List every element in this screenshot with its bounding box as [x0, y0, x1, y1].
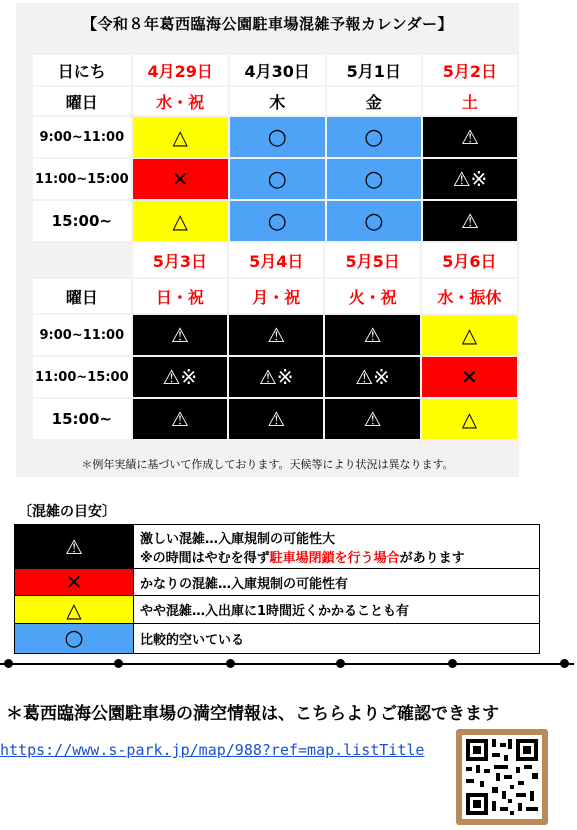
legend-line	[140, 547, 539, 566]
closure-highlight: 駐車場閉鎖を行う場合	[269, 550, 400, 566]
warning-closure-icon: ⚠※	[258, 365, 294, 389]
triangle-icon: △	[172, 209, 188, 233]
cross-icon: ✕	[171, 167, 189, 191]
warning-icon: ⚠	[170, 407, 189, 431]
circle-icon: ○	[267, 166, 287, 192]
status-cell	[325, 399, 419, 439]
date-cell: 4月30日	[230, 55, 325, 85]
status-cell	[423, 201, 517, 241]
time-slot-label: 15:00~	[33, 399, 131, 439]
cross-icon: ✕	[461, 365, 478, 389]
status-cell	[229, 399, 323, 439]
warning-icon: ⚠	[267, 407, 286, 431]
date-cell: 5月2日	[423, 55, 517, 85]
warning-closure-icon: ⚠※	[452, 167, 488, 191]
weekday-cell: 木	[230, 87, 325, 115]
status-cell	[133, 117, 228, 157]
warning-icon: ⚠	[65, 534, 83, 559]
time-slot-label: 9:00~11:00	[33, 117, 131, 157]
status-cell	[325, 315, 419, 355]
weekday-header-label: 曜日	[33, 279, 131, 313]
weekday-cell: 火・祝	[325, 279, 419, 313]
date-cell: 5月4日	[229, 243, 323, 277]
status-cell	[229, 315, 323, 355]
divider-dot	[560, 659, 569, 668]
legend-swatch-black	[15, 525, 134, 569]
legend-text-part: があります	[399, 550, 465, 566]
weekday-header-label: 曜日	[33, 87, 131, 115]
status-cell	[133, 315, 227, 355]
status-cell	[230, 159, 325, 199]
legend-text: かなりの混雑…入庫規制の可能性有	[134, 569, 540, 596]
legend-title: 〔混雑の目安〕	[18, 504, 116, 520]
circle-icon: ○	[267, 124, 287, 150]
date-cell: 4月29日	[133, 55, 228, 85]
circle-icon: ○	[267, 208, 287, 234]
triangle-icon: △	[66, 597, 82, 622]
legend-line: 激しい混雑…入庫規制の可能性大	[140, 531, 336, 547]
legend-table	[14, 524, 540, 654]
calendar-grid-week2	[31, 241, 519, 441]
triangle-icon: △	[461, 407, 478, 431]
qr-pattern	[462, 735, 542, 819]
date-cell: 5月5日	[325, 243, 419, 277]
warning-closure-icon: ⚠※	[355, 365, 390, 389]
status-cell	[230, 201, 325, 241]
warning-icon: ⚠	[170, 323, 189, 347]
triangle-icon: △	[172, 125, 188, 149]
weekday-cell: 日・祝	[133, 279, 227, 313]
divider-dot	[114, 659, 123, 668]
divider-line	[0, 663, 574, 665]
blank-header-cell	[33, 243, 131, 277]
weekday-cell: 土	[423, 87, 517, 115]
legend-swatch-yellow	[15, 596, 134, 624]
status-cell	[230, 117, 325, 157]
calendar-grid-week1	[31, 53, 519, 243]
status-cell	[422, 357, 517, 397]
availability-info-text: ＊葛西臨海公園駐車場の満空情報は、こちらよりご確認できます	[6, 704, 499, 724]
qr-code-image	[462, 735, 542, 819]
triangle-icon: △	[461, 323, 478, 347]
status-cell	[133, 201, 228, 241]
qr-code[interactable]	[456, 729, 548, 825]
circle-icon: ○	[364, 124, 384, 150]
status-cell	[133, 357, 227, 397]
status-cell	[325, 357, 419, 397]
legend-text	[134, 525, 540, 569]
date-cell: 5月3日	[133, 243, 227, 277]
status-cell	[327, 117, 421, 157]
weekday-cell: 金	[327, 87, 421, 115]
warning-icon: ⚠	[460, 125, 479, 149]
time-slot-label: 11:00~15:00	[33, 159, 131, 199]
time-slot-label: 11:00~15:00	[33, 357, 131, 397]
weekday-cell: 月・祝	[229, 279, 323, 313]
status-cell	[229, 357, 323, 397]
warning-icon: ⚠	[363, 407, 382, 431]
weekday-cell: 水・祝	[133, 87, 228, 115]
legend-swatch-blue	[15, 624, 134, 654]
cross-icon: ✕	[65, 570, 83, 594]
warning-icon: ⚠	[460, 209, 479, 233]
status-cell	[423, 117, 517, 157]
circle-icon: ○	[64, 626, 84, 651]
warning-icon: ⚠	[363, 323, 382, 347]
divider-dot	[336, 659, 345, 668]
time-slot-label: 9:00~11:00	[33, 315, 131, 355]
parking-map-link[interactable]: https://www.s-park.jp/map/988?ref=map.listTitle	[0, 741, 425, 759]
status-cell	[423, 159, 517, 199]
date-cell: 5月6日	[422, 243, 517, 277]
warning-closure-icon: ⚠※	[162, 365, 198, 389]
divider-dot	[226, 659, 235, 668]
status-cell	[327, 159, 421, 199]
legend-text-part: ※の時間はやむを得ず	[140, 550, 270, 566]
circle-icon: ○	[364, 166, 384, 192]
weekday-cell: 水・振休	[422, 279, 517, 313]
divider-dot	[448, 659, 457, 668]
date-cell: 5月1日	[327, 55, 421, 85]
status-cell	[133, 399, 227, 439]
legend-text: 比較的空いている	[134, 624, 540, 654]
warning-icon: ⚠	[267, 323, 286, 347]
date-header-label: 日にち	[33, 55, 131, 85]
circle-icon: ○	[364, 208, 384, 234]
calendar-title: 【令和８年葛西臨海公園駐車場混雑予報カレンダー】	[81, 15, 454, 33]
status-cell	[422, 315, 517, 355]
footnote: ＊例年実績に基づいて作成しております。天候等により状況は異なります。	[81, 458, 454, 471]
legend-swatch-red	[15, 569, 134, 596]
time-slot-label: 15:00~	[33, 201, 131, 241]
status-cell	[327, 201, 421, 241]
status-cell	[422, 399, 517, 439]
legend-text: やや混雑…入出庫に1時間近くかかることも有	[134, 596, 540, 624]
divider-dot	[4, 659, 13, 668]
status-cell	[133, 159, 228, 199]
calendar-panel	[16, 3, 519, 477]
